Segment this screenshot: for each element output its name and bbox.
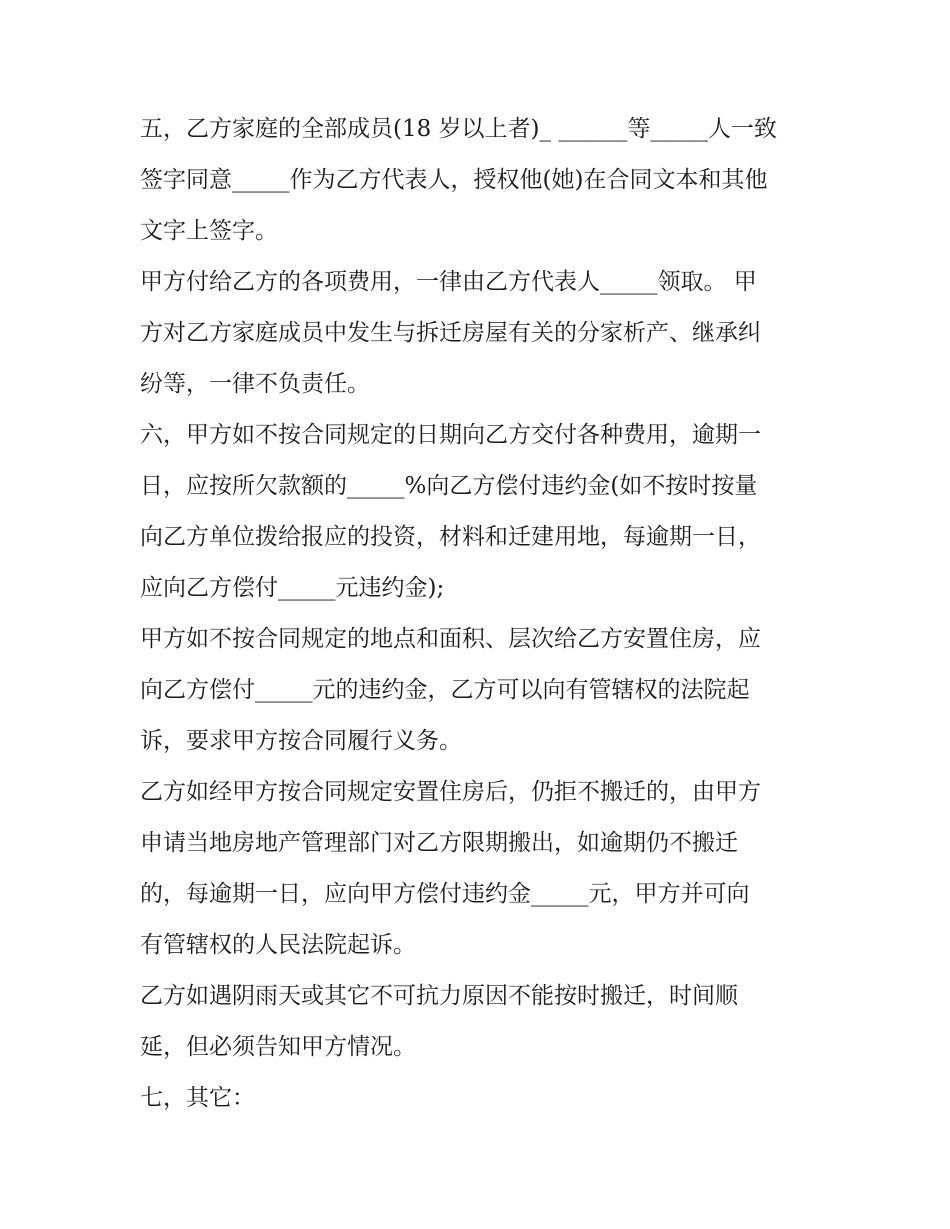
text-line: 五，乙方家庭的全部成员(18 岁以上者)_ ______等_____人一致 xyxy=(140,116,777,142)
text-line: 延，但必须告知甲方情况。 xyxy=(140,1034,416,1060)
text-line: 的，每逾期一日，应向甲方偿付违约金_____元，甲方并可向 xyxy=(140,881,750,907)
text-line: 日，应按所欠款额的_____%向乙方偿付违约金(如不按时按量 xyxy=(140,473,758,499)
text-line: 诉，要求甲方按合同履行义务。 xyxy=(140,728,462,754)
text-line: 六，甲方如不按合同规定的日期向乙方交付各种费用，逾期一 xyxy=(140,422,761,448)
text-line: 申请当地房地产管理部门对乙方限期搬出，如逾期仍不搬迁 xyxy=(140,830,738,856)
text-line: 向乙方偿付_____元的违约金，乙方可以向有管辖权的法院起 xyxy=(140,677,750,703)
text-line: 应向乙方偿付_____元违约金); xyxy=(140,575,445,601)
text-line: 乙方如遇阴雨天或其它不可抗力原因不能按时搬迁，时间顺 xyxy=(140,983,738,1009)
text-line: 方对乙方家庭成员中发生与拆迁房屋有关的分家析产、继承纠 xyxy=(140,320,761,346)
text-line: 甲方付给乙方的各项费用，一律由乙方代表人_____领取。 甲 xyxy=(140,269,757,295)
text-line: 向乙方单位拨给报应的投资，材料和迁建用地，每逾期一日， xyxy=(140,524,761,550)
text-line: 文字上签字。 xyxy=(140,218,278,244)
text-line: 纷等，一律不负责任。 xyxy=(140,371,370,397)
text-line: 有管辖权的人民法院起诉。 xyxy=(140,932,416,958)
text-line: 甲方如不按合同规定的地点和面积、层次给乙方安置住房，应 xyxy=(140,626,761,652)
text-line: 签字同意_____作为乙方代表人，授权他(她)在合同文本和其他 xyxy=(140,167,768,193)
document-body xyxy=(140,104,812,1124)
text-line: 乙方如经甲方按合同规定安置住房后，仍拒不搬迁的，由甲方 xyxy=(140,779,761,805)
text-line: 七，其它： xyxy=(140,1085,255,1111)
